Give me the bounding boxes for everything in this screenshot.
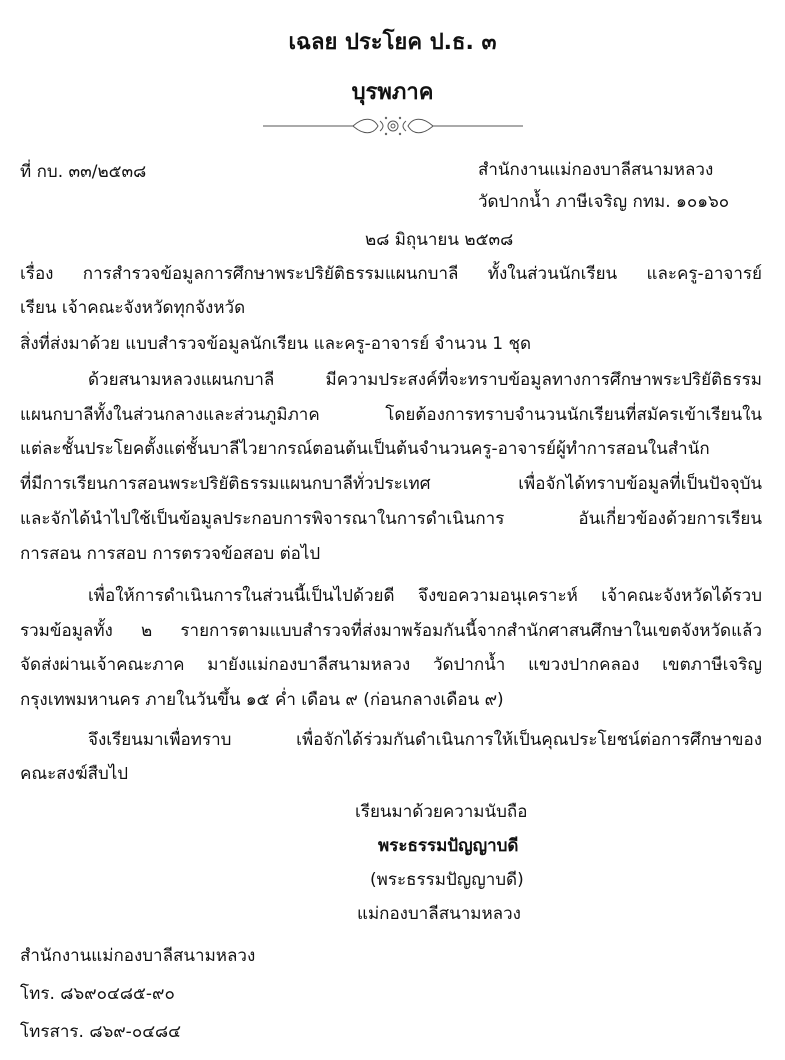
body-paragraph-1-line: และจักได้นำไปใช้เป็นข้อมูลประกอบการพิจารณาในการดำเนินการ อันเกี่ยวข้องด้วยการเรียน <box>20 509 762 529</box>
body-paragraph-1-line: ที่มีการเรียนการสอนพระปริยัติธรรมแผนกบาลีทั่วประเทศ เพื่อจักได้ทราบข้อมูลที่เป็นปัจจุบัน <box>20 474 762 494</box>
enclosure-line: สิ่งที่ส่งมาด้วย แบบสำรวจข้อมูลนักเรียน และครู-อาจารย์ จำนวน 1 ชุด <box>20 334 532 354</box>
subject-line: เรื่อง การสำรวจข้อมูลการศึกษาพระปริยัติธรรมแผนกบาลี ทั้งในส่วนนักเรียน และครู-อาจารย์ <box>20 264 762 284</box>
phone-number: โทร. ๘๖๙๐๔๘๕-๙๐ <box>20 984 175 1004</box>
ornament-divider <box>258 113 528 139</box>
body-paragraph-1-line: แผนกบาลีทั้งในส่วนกลางและส่วนภูมิภาค โดยต้องการทราบจำนวนนักเรียนที่สมัครเข้าเรียนใน <box>20 405 762 425</box>
sender-office: สำนักงานแม่กองบาลีสนามหลวง <box>478 160 714 180</box>
body-paragraph-2-line: กรุงเทพมหานคร ภายในวันขึ้น ๑๕ ค่ำ เดือน ๙ (ก่อนกลางเดือน ๙) <box>20 690 504 710</box>
body-paragraph-1-line: การสอน การสอบ การตรวจข้อสอบ ต่อไป <box>20 544 321 564</box>
sender-address: วัดปากน้ำ ภาษีเจริญ กทม. ๑๐๑๖๐ <box>478 192 730 212</box>
body-paragraph-2-line: จัดส่งผ่านเจ้าคณะภาค มายังแม่กองบาลีสนามหลวง วัดปากน้ำ แขวงปากคลอง เขตภาษีเจริญ <box>20 655 762 675</box>
reference-number: ที่ กบ. ๓๓/๒๕๓๘ <box>20 162 147 182</box>
body-paragraph-3-line: จึงเรียนมาเพื่อทราบ เพื่อจักได้ร่วมกันดำเนินการให้เป็นคุณประโยชน์ต่อการศึกษาของ <box>88 730 762 750</box>
recipient-line: เรียน เจ้าคณะจังหวัดทุกจังหวัด <box>20 298 246 318</box>
letter-date: ๒๘ มิถุนายน ๒๕๓๘ <box>365 230 514 250</box>
body-paragraph-3-line: คณะสงฆ์สืบไป <box>20 764 129 784</box>
section-title: บุรพภาค <box>351 80 434 105</box>
fax-number: โทรสาร. ๘๖๙-๐๔๘๔ <box>20 1022 182 1042</box>
signer-name-parenthetical: (พระธรรมปัญญาบดี) <box>370 870 524 890</box>
footer-office: สำนักงานแม่กองบาลีสนามหลวง <box>20 946 256 966</box>
signer-title: แม่กองบาลีสนามหลวง <box>357 904 521 924</box>
body-paragraph-2-line: รวมข้อมูลทั้ง ๒ รายการตามแบบสำรวจที่ส่งมาพร้อมกันนี้จากสำนักศาสนศึกษาในเขตจังหวัดแล้ว <box>20 621 762 641</box>
closing-line: เรียนมาด้วยความนับถือ <box>355 802 528 822</box>
page-title: เฉลย ประโยค ป.ธ. ๓ <box>288 30 497 55</box>
signer-name: พระธรรมปัญญาบดี <box>378 836 519 856</box>
body-paragraph-2-line: เพื่อให้การดำเนินการในส่วนนี้เป็นไปด้วยดี จึงขอความอนุเคราะห์ เจ้าคณะจังหวัดได้รวบ <box>88 586 762 606</box>
body-paragraph-1-line: ด้วยสนามหลวงแผนกบาลี มีความประสงค์ที่จะทราบข้อมูลทางการศึกษาพระปริยัติธรรม <box>88 370 762 390</box>
body-paragraph-1-line: แต่ละชั้นประโยคตั้งแต่ชั้นบาลีไวยากรณ์ตอนต้นเป็นต้นจำนวนครู-อาจารย์ผู้ทำการสอนในสำนัก <box>20 439 710 459</box>
